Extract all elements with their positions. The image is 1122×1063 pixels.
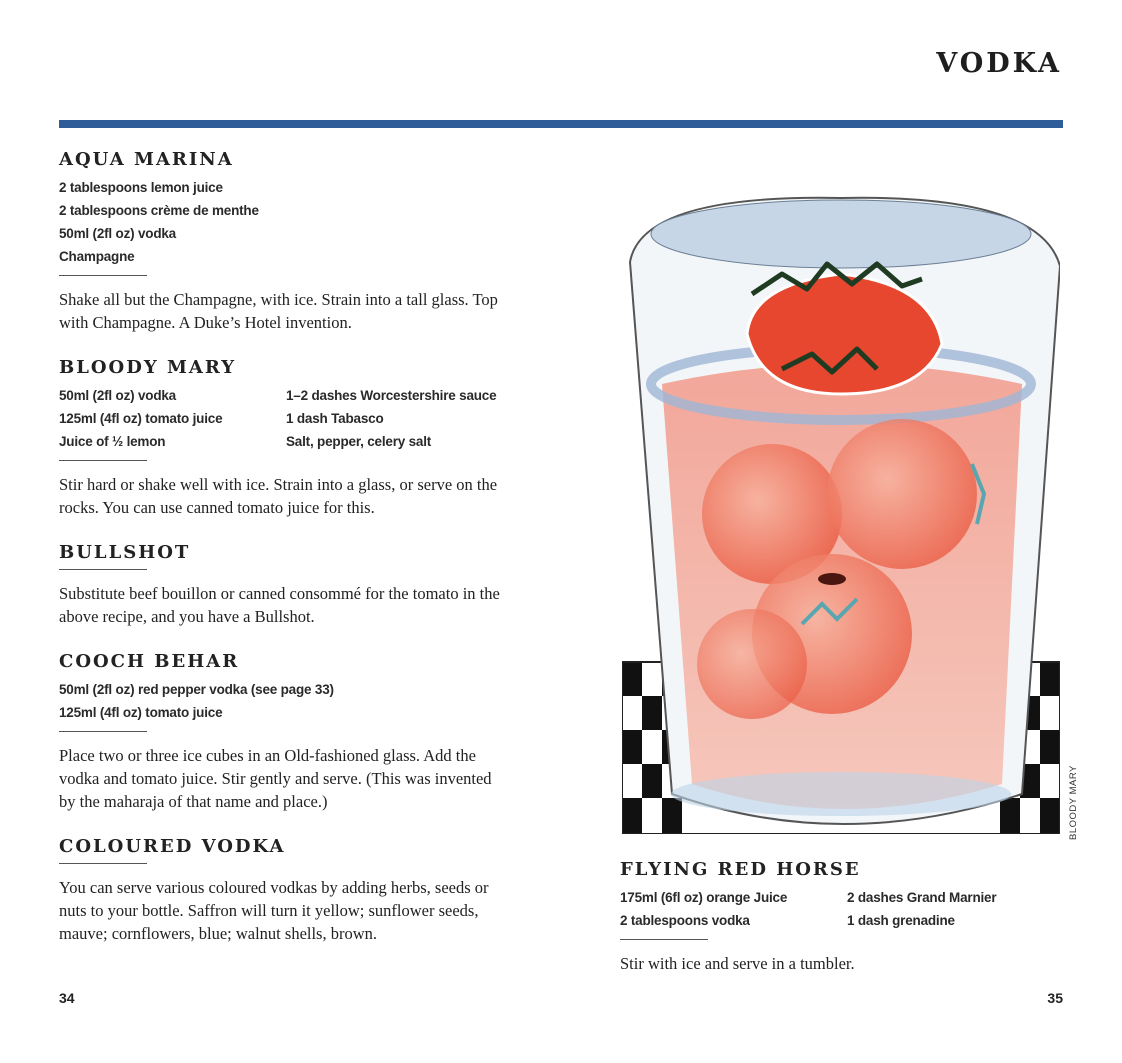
recipe-method: Shake all but the Champagne, with ice. Strain into a tall glass. Top with Champagne. A Duke’s Hotel invention.: [59, 290, 498, 332]
recipe-title: COLOURED VODKA: [59, 836, 286, 857]
ingredient-list: [59, 678, 509, 724]
bloody-mary-illustration: [622, 194, 1060, 834]
divider: [59, 731, 147, 732]
ingredient-list: [620, 886, 1040, 932]
ingredient: 1 dash grenadine: [847, 913, 955, 928]
divider: [59, 460, 147, 461]
recipe-title: BLOODY MARY: [59, 357, 237, 378]
title-rule: [59, 120, 1063, 128]
recipe-title: FLYING RED HORSE: [620, 859, 861, 880]
ingredient-column: [59, 176, 286, 268]
ingredient-column: [286, 384, 496, 453]
divider: [59, 863, 147, 864]
ingredient: 50ml (2fl oz) vodka: [59, 226, 176, 241]
divider: [620, 939, 708, 940]
recipe-method: Substitute beef bouillon or canned consommé for the tomato in the above recipe, and you have a Bullshot.: [59, 584, 500, 626]
ingredient: Juice of ½ lemon: [59, 434, 166, 449]
ingredient: 1–2 dashes Worcestershire sauce: [286, 388, 497, 403]
page-number-left: 34: [59, 990, 75, 1006]
ingredient: 50ml (2fl oz) red pepper vodka (see page 33): [59, 682, 334, 697]
recipe-method: Place two or three ice cubes in an Old-fashioned glass. Add the vodka and tomato juice. Stir gently and serve. (This was invented by the maharaja of that name and place.): [59, 746, 492, 811]
recipe-cooch-behar: [59, 650, 509, 813]
recipe-bullshot: [59, 541, 509, 628]
ingredient-column: [59, 678, 334, 724]
ingredient: 1 dash Tabasco: [286, 411, 384, 426]
right-page-column: [620, 858, 1040, 985]
recipe-coloured-vodka: [59, 835, 509, 945]
ingredient: 125ml (4fl oz) tomato juice: [59, 705, 223, 720]
recipe-title: AQUA MARINA: [59, 149, 234, 170]
ingredient: Salt, pepper, celery salt: [286, 434, 432, 449]
ingredient: Champagne: [59, 249, 135, 264]
recipe-bloody-mary: [59, 356, 509, 519]
ingredient-list: [59, 176, 509, 268]
illustration-caption: BLOODY MARY: [1068, 765, 1079, 840]
ingredient: 175ml (6fl oz) orange Juice: [620, 890, 788, 905]
ingredient: 2 tablespoons lemon juice: [59, 180, 223, 195]
ingredient: 125ml (4fl oz) tomato juice: [59, 411, 223, 426]
ingredient-column: [59, 384, 286, 453]
recipe-aqua-marina: [59, 148, 509, 334]
ingredient-column: [620, 886, 847, 932]
ingredient: 2 dashes Grand Marnier: [847, 890, 997, 905]
ingredient-column: [847, 886, 996, 932]
divider: [59, 569, 147, 570]
ingredient: 50ml (2fl oz) vodka: [59, 388, 176, 403]
recipe-method: Stir hard or shake well with ice. Strain into a glass, or serve on the rocks. You can use canned tomato juice for this.: [59, 475, 498, 517]
ingredient: 2 tablespoons crème de menthe: [59, 203, 259, 218]
recipe-flying-red-horse: [620, 858, 1040, 975]
recipe-method: You can serve various coloured vodkas by adding herbs, seeds or nuts to your bottle. Saffron will turn it yellow; sunflower seeds, mauve; cornflowers, blue; walnut shells, brown.: [59, 878, 489, 943]
left-page-column: [59, 148, 509, 955]
page-title: VODKA: [936, 48, 1062, 79]
recipe-title: COOCH BEHAR: [59, 651, 240, 672]
ingredient: 2 tablespoons vodka: [620, 913, 750, 928]
recipe-method: Stir with ice and serve in a tumbler.: [620, 954, 855, 973]
page-number-right: 35: [1047, 990, 1063, 1006]
divider: [59, 275, 147, 276]
recipe-title: BULLSHOT: [59, 542, 191, 563]
ingredient-list: [59, 384, 509, 453]
